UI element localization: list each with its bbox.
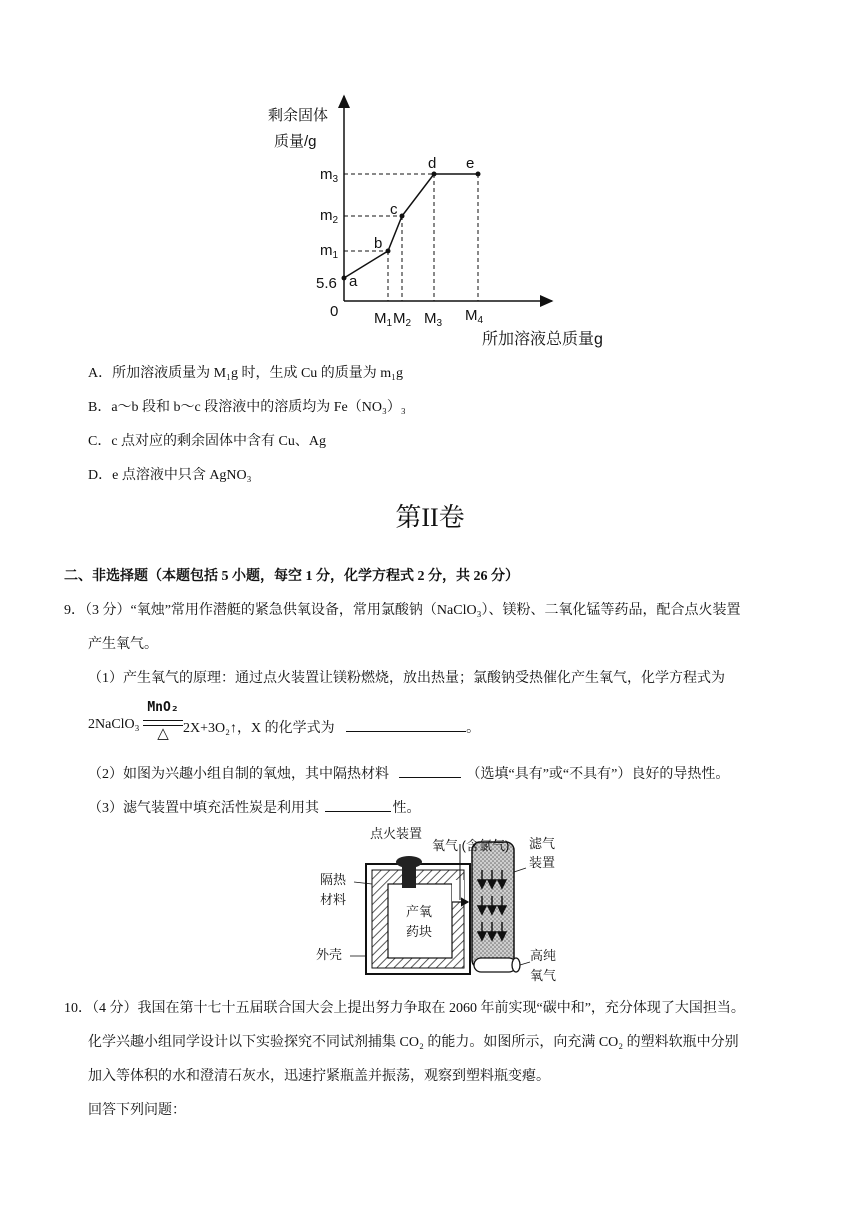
tick-M2: $M_2$ bbox=[393, 310, 412, 329]
label-block-1: 产氧 bbox=[406, 904, 433, 919]
answer-blank-1[interactable] bbox=[346, 717, 466, 732]
label-block-2: 药块 bbox=[406, 924, 433, 939]
oxygen-candle-diagram bbox=[310, 822, 580, 988]
condition-heat: △ bbox=[157, 726, 169, 742]
option-d: D．e 点溶液中只含 AgNO₃ bbox=[88, 468, 252, 483]
q9-part3-text-b: 性。 bbox=[392, 801, 421, 816]
q9-intro-line1: 9．（3 分）“氧烛”常用作潜艇的紧急供氧设备，常用氯酸钠（NaClO₃）、镁粉、二氧化锰等药品，配合点火装置 bbox=[64, 603, 741, 618]
q9-part3 bbox=[88, 797, 421, 817]
q9-equation-left: 2NaClO₃ bbox=[88, 717, 140, 732]
label-b: b bbox=[374, 235, 383, 252]
tick-m2: $m_2$ bbox=[320, 207, 339, 226]
part-title: 第II卷 bbox=[395, 503, 465, 532]
equation-catalyst-block bbox=[143, 700, 183, 742]
label-filter-2: 装置 bbox=[529, 855, 556, 870]
label-a: a bbox=[349, 273, 358, 290]
q10-line3: 加入等体积的水和澄清石灰水，迅速拧紧瓶盖并振荡，观察到塑料瓶变瘪。 bbox=[88, 1069, 550, 1084]
mass-chart bbox=[260, 88, 630, 358]
q10-line2: 化学兴趣小组同学设计以下实验探究不同试剂捕集 CO₂ 的能力。如图所示，向充满 CO₂ 的塑料软瓶中分别 bbox=[88, 1035, 739, 1050]
option-c: C．c 点对应的剩余固体中含有 Cu、Ag bbox=[88, 434, 326, 449]
x-label: 所加溶液总质量g bbox=[482, 331, 603, 348]
label-c: c bbox=[390, 201, 398, 218]
label-pure-1: 高纯 bbox=[530, 948, 557, 963]
equation-product: 2X+3O₂↑，X 的化学式为 bbox=[183, 721, 335, 736]
q9-equation-right bbox=[183, 717, 480, 737]
label-insulation-2: 材料 bbox=[320, 892, 347, 907]
q9-part2 bbox=[88, 763, 729, 783]
y-label-line1: 剩余固体 bbox=[268, 107, 329, 124]
q10-line4: 回答下列问题： bbox=[88, 1103, 186, 1118]
tick-M4: $M_4$ bbox=[465, 307, 484, 326]
filter-device bbox=[472, 842, 514, 968]
q9-part3-text-a: （3）滤气装置中填充活性炭是利用其 bbox=[88, 801, 319, 816]
outlet-pipe bbox=[474, 958, 516, 972]
y-label-line2: 质量/g bbox=[274, 133, 317, 150]
section-title: 二、非选择题（本题包括 5 小题，每空 1 分，化学方程式 2 分，共 26 分） bbox=[64, 569, 519, 584]
tick-m1: $m_1$ bbox=[320, 242, 339, 261]
label-shell: 外壳 bbox=[316, 947, 343, 962]
label-e: e bbox=[466, 155, 475, 172]
label-filter-1: 滤气 bbox=[529, 836, 556, 851]
q10-line1: 10．（4 分）我国在第十七十五届联合国大会上提出努力争取在 2060 年前实现“碳中和”，充分体现了大国担当。 bbox=[64, 1001, 745, 1016]
ignition-knob bbox=[396, 856, 422, 868]
point-d bbox=[432, 172, 437, 177]
label-ignition: 点火装置 bbox=[370, 826, 423, 841]
mass-curve bbox=[344, 174, 478, 278]
point-a bbox=[342, 276, 347, 281]
tick-m3: $m_3$ bbox=[320, 166, 339, 185]
answer-blank-2[interactable] bbox=[399, 763, 461, 778]
tick-M3: $M_3$ bbox=[424, 310, 443, 329]
origin-label: 0 bbox=[330, 303, 339, 320]
option-a: A．所加溶液质量为 M₁g 时，生成 Cu 的质量为 m₁g bbox=[88, 366, 404, 381]
label-insulation-1: 隔热 bbox=[320, 872, 347, 887]
label-oxygen: 氧气 (含氯气) bbox=[432, 838, 510, 853]
q9-intro-line2: 产生氧气。 bbox=[88, 637, 158, 652]
q9-part2-text-b: （选填“具有”或“不具有”）良好的导热性。 bbox=[466, 767, 730, 782]
tick-M1: $M_1$ bbox=[374, 310, 393, 329]
point-c bbox=[400, 214, 405, 219]
catalyst-label: MnO₂ bbox=[147, 700, 179, 715]
answer-blank-3[interactable] bbox=[325, 797, 391, 812]
point-e bbox=[476, 172, 481, 177]
option-b: B．a～b 段和 b～c 段溶液中的溶质均为 Fe（NO₃）₃ bbox=[88, 400, 406, 415]
q9-part1: （1）产生氧气的原理：通过点火装置让镁粉燃烧，放出热量；氯酸钠受热催化产生氧气，化学方程式为 bbox=[88, 671, 725, 686]
tick-5.6: 5.6 bbox=[316, 275, 337, 292]
label-d: d bbox=[428, 155, 437, 172]
equation-end: 。 bbox=[466, 721, 481, 736]
q9-part2-text-a: （2）如图为兴趣小组自制的氧烛，其中隔热材料 bbox=[88, 767, 389, 782]
ignition-stem bbox=[402, 866, 416, 888]
label-pure-2: 氧气 bbox=[530, 968, 557, 983]
point-b bbox=[386, 249, 391, 254]
oxygen-block bbox=[388, 884, 452, 958]
